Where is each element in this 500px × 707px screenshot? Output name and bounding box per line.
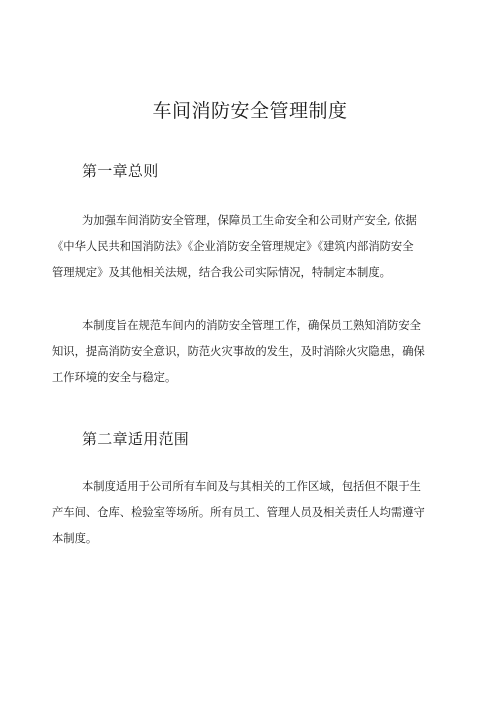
paragraph-line: 为加强车间消防安全管理，保障员工生命安全和公司财产安全, 依据 [82,214,417,227]
section-heading-general: 第一章总则 [82,162,159,180]
paragraph-line: 产车间、仓库、检验室等场所。所有员工、管理人员及相关责任人均需遵守 [52,506,425,519]
paragraph-line: 知识，提高消防安全意识，防范火灾事故的发生，及时消除火灾隐患，确保 [52,345,425,358]
paragraph-line: 本制度旨在规范车间内的消防安全管理工作，确保员工熟知消防安全 [82,319,421,332]
paragraph-line: 《中华人民共和国消防法》《企业消防安全管理规定》《建筑内部消防安全 [52,240,414,253]
paragraph-objective [52,313,446,391]
paragraph-line: 本制度适用于公司所有车间及与其相关的工作区域，包括但不限于生 [82,480,421,493]
paragraph-scope [52,474,446,552]
paragraph-line: 管理规定》及其他相关法规，结合我公司实际情况，特制定本制度。 [52,266,391,279]
document-title: 车间消防安全管理制度 [152,100,348,122]
paragraph-line: 本制度。 [52,532,98,545]
paragraph-purpose [52,208,446,286]
paragraph-line: 工作环境的安全与稳定。 [52,371,177,384]
section-heading-scope: 第二章适用范围 [82,430,190,448]
